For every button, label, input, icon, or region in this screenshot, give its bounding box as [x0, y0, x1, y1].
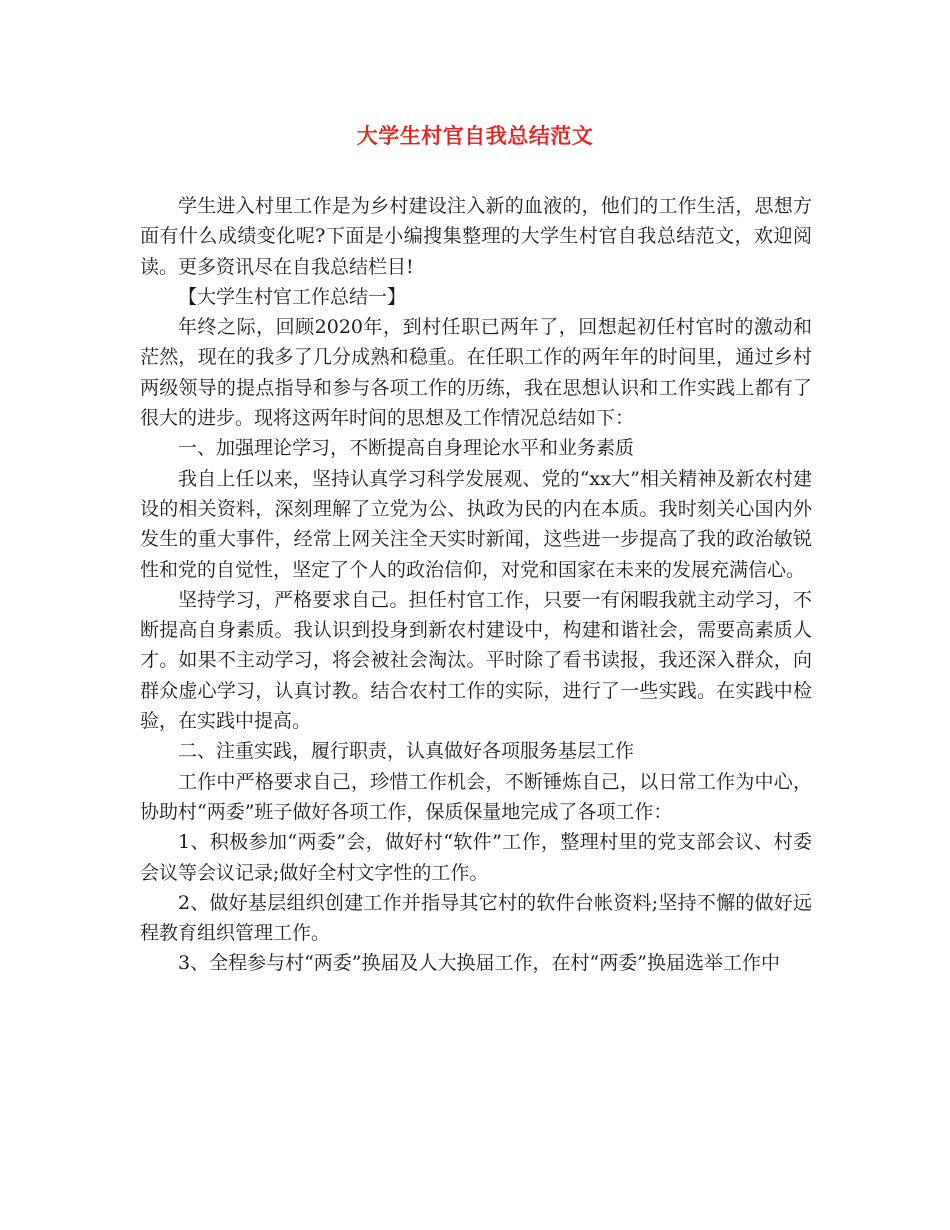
document-body: [140, 191, 812, 979]
section-heading: 一、加强理论学习，不断提高自身理论水平和业务素质: [178, 437, 635, 460]
list-item: 3、全程参与村“两委”换届及人大换届工作，在村“两委”换届选举工作中: [178, 952, 780, 975]
paragraph: 我自上任以来，坚持认真学习科学发展观、党的“xx大”相关精神及新农村建设的相关资料，深刻理解了立党为公、执政为民的内在本质。我时刻关心国内外发生的重大事件，经常上网关注全天实时新闻，这些进一步提高了我的政治敏锐性和党的自觉性，坚定了个人的政治信仰，对党和国家在未来的发展充满信心。: [140, 467, 812, 581]
list-item: 1、积极参加“两委”会，做好村“软件”工作，整理村里的党支部会议、村委会议等会议记录;做好全村文字性的工作。: [140, 831, 812, 884]
list-item: 2、做好基层组织创建工作并指导其它村的软件台帐资料;坚持不懈的做好远程教育组织管理工作。: [140, 891, 812, 945]
section-heading-summary-one: 【大学生村官工作总结一】: [178, 285, 407, 308]
paragraph: 年终之际，回顾2020年，到村任职已两年了，回想起初任村官时的激动和茫然，现在的我多了几分成熟和稳重。在任职工作的两年年的时间里，通过乡村两级领导的提点指导和参与各项工作的历练，我在思想认识和工作实践上都有了很大的进步。现将这两年时间的思想及工作情况总结如下：: [140, 316, 812, 430]
paragraph: 坚持学习，严格要求自己。担任村官工作，只要一有闲暇我就主动学习，不断提高自身素质。我认识到投身到新农村建设中，构建和谐社会，需要高素质人才。如果不主动学习，将会被社会淘汰。平时除了看书读报，我还深入群众，向群众虚心学习，认真讨教。结合农村工作的实际，进行了一些实践。在实践中检验，在实践中提高。: [140, 588, 812, 733]
document-title: 大学生村官自我总结范文: [356, 123, 594, 148]
paragraph-intro: 学生进入村里工作是为乡村建设注入新的血液的，他们的工作生活，思想方面有什么成绩变化呢?下面是小编搜集整理的大学生村官自我总结范文，欢迎阅读。更多资讯尽在自我总结栏目!: [140, 195, 812, 278]
paragraph: 工作中严格要求自己，珍惜工作机会，不断锤炼自己，以日常工作为中心，协助村“两委”班子做好各项工作，保质保量地完成了各项工作：: [140, 770, 812, 823]
section-heading: 二、注重实践，履行职责，认真做好各项服务基层工作: [178, 740, 635, 763]
